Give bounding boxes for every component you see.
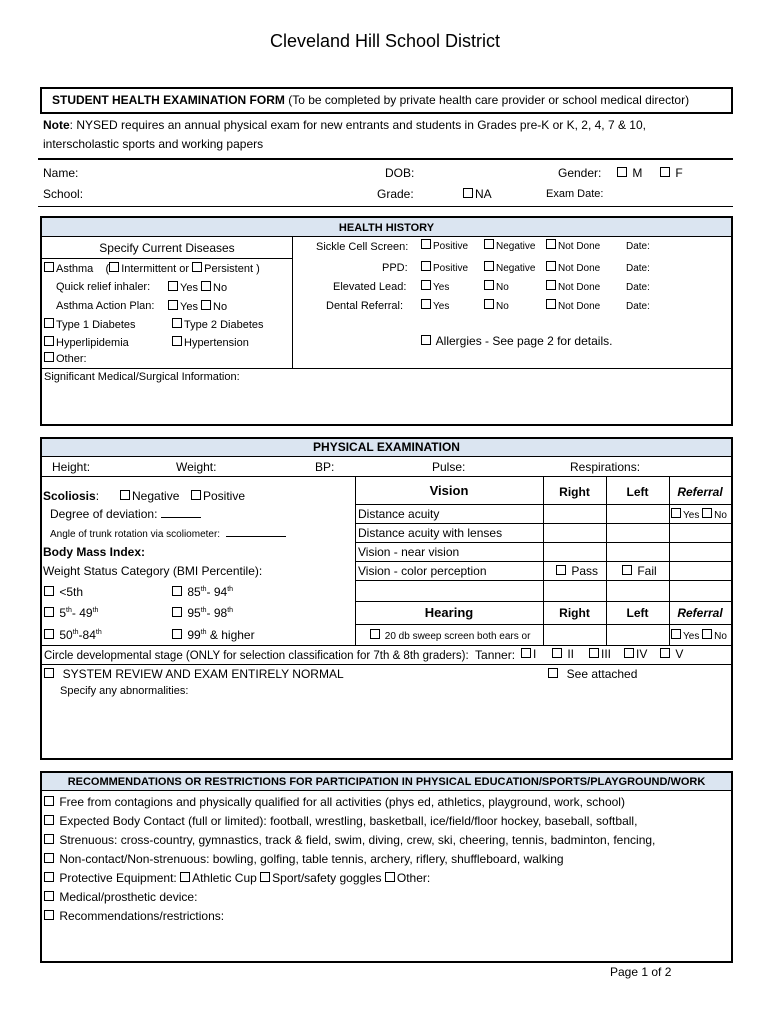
divider [42, 368, 731, 369]
checkbox-icon[interactable] [44, 796, 54, 806]
tanner-2[interactable]: II [552, 647, 574, 661]
bmi-50-84[interactable]: 50th-84th [44, 628, 102, 642]
note-line-2: interscholastic sports and working papers [43, 137, 264, 151]
checkbox-icon[interactable] [484, 239, 494, 249]
checkbox-icon[interactable] [44, 872, 54, 882]
color-perception: Vision - color perception [358, 564, 487, 578]
checkbox-icon[interactable] [702, 508, 712, 518]
health-history-title: HEALTH HISTORY [338, 222, 435, 234]
other-disease[interactable]: Other: [44, 352, 87, 365]
checkbox-icon[interactable] [44, 318, 54, 328]
divider [38, 158, 733, 160]
dental-not-done[interactable]: Not Done [546, 299, 600, 312]
checkbox-icon[interactable] [556, 565, 566, 575]
lead-not-done[interactable]: Not Done [546, 280, 600, 293]
checkbox-icon[interactable] [484, 299, 494, 309]
bmi-lt5[interactable]: <5th [44, 585, 83, 599]
sickle-negative[interactable]: Negative [484, 239, 535, 252]
gender-f[interactable]: F [660, 166, 683, 180]
scoliosis-negative[interactable]: Negative [120, 489, 179, 503]
rec-medical[interactable]: Medical/prosthetic device: [44, 890, 197, 904]
tanner-row: Circle developmental stage (ONLY for selection classification for 7th & 8th graders): Tanner: [44, 648, 516, 662]
vision-left-header: Left [626, 485, 649, 499]
district-title: Cleveland Hill School District [269, 31, 501, 51]
action-plan-options: Yes No [168, 300, 227, 313]
ppd-label: PPD: [382, 262, 408, 274]
checkbox-icon[interactable] [44, 815, 54, 825]
hearing-header: Hearing [424, 605, 474, 620]
divider [42, 645, 731, 646]
rec-item[interactable]: Expected Body Contact (full or limited): football, wrestling, basketball, ice/field/floor hockey, baseball, softball, [44, 814, 637, 828]
page-number: Page 1 of 2 [610, 965, 672, 979]
color-pass[interactable]: Pass [556, 564, 598, 578]
bmi-85-94[interactable]: 85th- 94th [172, 585, 233, 599]
distance-acuity-lenses: Distance acuity with lenses [358, 526, 503, 540]
checkbox-icon[interactable] [617, 167, 627, 177]
weight-label: Weight: [176, 460, 217, 474]
checkbox-icon[interactable] [521, 648, 531, 658]
ppd-negative[interactable]: Negative [484, 261, 535, 274]
divider [355, 504, 731, 505]
action-plan-label: Asthma Action Plan: [56, 300, 155, 312]
checkbox-icon[interactable] [385, 872, 395, 882]
tanner-5[interactable]: V [660, 647, 683, 661]
checkbox-icon[interactable] [44, 336, 54, 346]
checkbox-icon[interactable] [260, 872, 270, 882]
system-normal[interactable]: SYSTEM REVIEW AND EXAM ENTIRELY NORMAL [44, 667, 344, 681]
divider [42, 456, 731, 457]
checkbox-icon[interactable] [624, 648, 634, 658]
checkbox-icon[interactable] [44, 668, 54, 678]
bmi-label: Body Mass Index: [43, 545, 146, 559]
dental-no[interactable]: No [484, 299, 509, 312]
trunk-rotation: Angle of trunk rotation via scoliometer: [50, 527, 286, 540]
tanner-4[interactable]: IV [624, 647, 647, 661]
checkbox-icon[interactable] [109, 262, 119, 272]
divider [355, 624, 731, 625]
checkbox-icon[interactable] [702, 629, 712, 639]
checkbox-icon[interactable] [463, 188, 473, 198]
ppd-not-done[interactable]: Not Done [546, 261, 600, 274]
sickle-not-done[interactable]: Not Done [546, 239, 600, 252]
bp-label: BP: [315, 460, 335, 474]
rec-item[interactable]: Free from contagions and physically qualified for all activities (phys ed, athletics, playground, work, school) [44, 795, 625, 809]
sickle-positive[interactable]: Positive [421, 239, 468, 252]
hearing-right-header: Right [559, 606, 590, 620]
hypertension[interactable]: Hypertension [172, 336, 249, 349]
pulse-label: Pulse: [432, 460, 466, 474]
checkbox-icon[interactable] [484, 261, 494, 271]
vision-header: Vision [429, 483, 469, 498]
type2-diabetes[interactable]: Type 2 Diabetes [172, 318, 264, 331]
hearing-left-header: Left [626, 606, 649, 620]
color-fail[interactable]: Fail [622, 564, 657, 578]
divider [42, 664, 731, 665]
checkbox-icon[interactable] [671, 629, 681, 639]
checkbox-icon[interactable] [552, 648, 562, 658]
bmi-5-49[interactable]: 5th- 49th [44, 606, 98, 620]
name-label: Name: [43, 166, 79, 180]
sickle-date: Date: [626, 241, 650, 252]
checkbox-icon[interactable] [660, 648, 670, 658]
checkbox-icon[interactable] [622, 565, 632, 575]
gender-label: Gender: [558, 166, 602, 180]
checkbox-icon[interactable] [172, 336, 182, 346]
divider [42, 790, 731, 791]
divider [38, 206, 733, 207]
near-vision: Vision - near vision [358, 545, 460, 559]
weight-status-label: Weight Status Category (BMI Percentile): [43, 564, 263, 578]
gender-m[interactable]: M [617, 166, 642, 180]
bmi-95-98[interactable]: 95th- 98th [172, 606, 233, 620]
height-label: Height: [52, 460, 91, 474]
checkbox-icon[interactable] [370, 629, 380, 639]
checkbox-icon[interactable] [172, 607, 182, 617]
hyperlipidemia[interactable]: Hyperlipidemia [44, 336, 129, 349]
checkbox-icon[interactable] [191, 490, 201, 500]
checkbox-icon[interactable] [546, 280, 556, 290]
see-attached[interactable]: See attached [548, 667, 637, 681]
checkbox-icon[interactable] [192, 262, 202, 272]
checkbox-icon[interactable] [546, 299, 556, 309]
rec-protective[interactable]: Protective Equipment: Athletic Cup Sport/safety goggles Other: [44, 871, 430, 885]
checkbox-icon[interactable] [44, 607, 54, 617]
dental-date: Date: [626, 301, 650, 312]
hearing-referral-options: Yes No [671, 629, 727, 642]
school-label: School: [43, 187, 84, 201]
ppd-date: Date: [626, 263, 650, 274]
form-title: STUDENT HEALTH EXAMINATION FORM (To be completed by private health care provider or school medical director) [52, 93, 690, 107]
checkbox-icon[interactable] [548, 668, 558, 678]
checkbox-icon[interactable] [421, 280, 431, 290]
asthma-row: Asthma ( Intermittent or Persistent ) [44, 262, 260, 275]
checkbox-icon[interactable] [172, 318, 182, 328]
checkbox-icon[interactable] [172, 586, 182, 596]
checkbox-icon[interactable] [546, 239, 556, 249]
rec-item[interactable]: Non-contact/Non-strenuous: bowling, golfing, table tennis, archery, riflery, shuffleboard, walking [44, 852, 564, 866]
checkbox-icon[interactable] [44, 629, 54, 639]
rec-restrictions[interactable]: Recommendations/restrictions: [44, 909, 224, 923]
checkbox-icon[interactable] [44, 586, 54, 596]
sweep-screen[interactable]: 20 db sweep screen both ears or [370, 629, 530, 642]
checkbox-icon[interactable] [201, 281, 211, 291]
checkbox-icon[interactable] [44, 891, 54, 901]
divider [355, 561, 731, 562]
checkbox-icon[interactable] [44, 262, 54, 272]
divider [292, 236, 293, 368]
type1-diabetes[interactable]: Type 1 Diabetes [44, 318, 136, 331]
checkbox-icon[interactable] [120, 490, 130, 500]
physical-exam-title: PHYSICAL EXAMINATION [313, 440, 460, 454]
checkbox-icon[interactable] [421, 335, 431, 345]
divider [42, 258, 292, 259]
lead-date: Date: [626, 282, 650, 293]
checkbox-icon[interactable] [421, 239, 431, 249]
checkbox-icon[interactable] [168, 281, 178, 291]
note-line-1: Note: NYSED requires an annual physical exam for new entrants and students in Grades pre-K or K, 2, 4, 7 & 10, [43, 118, 646, 132]
abnormalities-label: Specify any abnormalities: [60, 685, 189, 697]
divider [42, 236, 731, 237]
vision-right-header: Right [559, 485, 590, 499]
checkbox-icon[interactable] [484, 280, 494, 290]
respirations-label: Respirations: [570, 460, 641, 474]
checkbox-icon[interactable] [44, 834, 54, 844]
recommendations-title: RECOMMENDATIONS OR RESTRICTIONS FOR PARTICIPATION IN PHYSICAL EDUCATION/SPORTS/PLAYGROUND/WORK [67, 776, 706, 788]
checkbox-icon[interactable] [44, 352, 54, 362]
sickle-label: Sickle Cell Screen: [316, 241, 409, 253]
significant-info-label: Significant Medical/Surgical Information: [44, 371, 240, 383]
checkbox-icon[interactable] [671, 508, 681, 518]
allergies-note[interactable]: Allergies - See page 2 for details. [421, 334, 612, 348]
rec-item[interactable]: Strenuous: cross-country, gymnastics, track & field, swim, diving, crew, ski, cheering, tennis, badminton, fencing, [44, 833, 655, 847]
bmi-99-higher[interactable]: 99th & higher [172, 628, 255, 642]
exam-date-label: Exam Date: [546, 188, 604, 200]
divider [355, 523, 731, 524]
divider [355, 601, 731, 602]
vision-referral-options: Yes No [671, 508, 727, 521]
divider [42, 476, 731, 477]
checkbox-icon[interactable] [168, 300, 178, 310]
scoliosis-label: Scoliosis: [43, 489, 100, 503]
checkbox-icon[interactable] [172, 629, 182, 639]
tanner-3[interactable]: III [589, 647, 611, 661]
ppd-positive[interactable]: Positive [421, 261, 468, 274]
quick-relief-options: Yes No [168, 281, 227, 294]
lead-yes[interactable]: Yes [421, 280, 449, 293]
checkbox-icon[interactable] [589, 648, 599, 658]
scoliosis-positive[interactable]: Positive [191, 489, 245, 503]
checkbox-icon[interactable] [660, 167, 670, 177]
tanner-1[interactable]: I [521, 647, 536, 661]
lead-label: Elevated Lead: [333, 281, 407, 293]
checkbox-icon[interactable] [180, 872, 190, 882]
quick-relief-label: Quick relief inhaler: [56, 281, 151, 293]
vision-referral-header: Referral [677, 485, 723, 499]
dob-label: DOB: [385, 166, 415, 180]
dental-label: Dental Referral: [326, 300, 404, 312]
checkbox-icon[interactable] [546, 261, 556, 271]
distance-acuity: Distance acuity [358, 507, 440, 521]
lead-no[interactable]: No [484, 280, 509, 293]
specify-diseases-label: Specify Current Diseases [99, 241, 235, 255]
degree-deviation: Degree of deviation: [50, 507, 201, 521]
divider [355, 580, 731, 581]
checkbox-icon[interactable] [44, 853, 54, 863]
checkbox-icon[interactable] [44, 910, 54, 920]
dental-yes[interactable]: Yes [421, 299, 449, 312]
checkbox-icon[interactable] [421, 299, 431, 309]
checkbox-icon[interactable] [421, 261, 431, 271]
grade-label: Grade: [377, 187, 414, 201]
divider [355, 542, 731, 543]
checkbox-icon[interactable] [201, 300, 211, 310]
grade-na[interactable]: NA [463, 187, 492, 201]
hearing-referral-header: Referral [677, 606, 723, 620]
